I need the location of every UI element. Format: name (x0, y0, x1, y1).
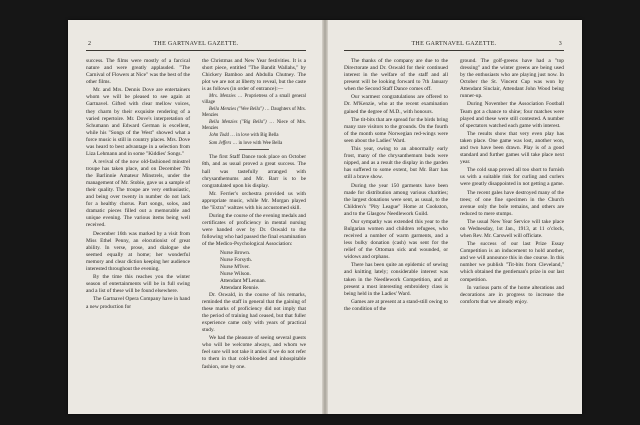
cast-name: Bella Menzies ("Wee Bella") (209, 107, 264, 113)
cast-role: in love with Wee Bella (238, 140, 283, 146)
running-title: THE GARTNAVEL GAZETTE. (153, 41, 239, 47)
paragraph: Our warmest congratulations are offered to Dr. M'Kenzie, who at the recent examination gained the degree of M.D., with honours. (344, 94, 448, 115)
paragraph: The thanks of the company are due to the Directorate and Dr. Oswald for their continued interest in the welfare of the staff and all present will be looking forward to 7th January when the Second Staff Dance comes off. (344, 58, 448, 93)
cast-entry: Bella Menzies ("Big Bella") … Niece of Mrs. Menzies (202, 120, 307, 132)
cast-entry: Mrs. Menzies … Proprietress of a small general village (202, 94, 306, 106)
right-page (326, 20, 582, 414)
paragraph: The results show that very even play has taken place. One game was lost, another won, and two have been drawn. Play is of a good standard and further games will take place next year. (460, 130, 564, 166)
left-page-column-2 (202, 58, 306, 372)
paragraph: Mr. Ferrier's orchestra provided us with appropriate music, while Mr. Morgan played the "Extra" waltzes with his accustomed skill. (202, 190, 306, 211)
nurse-list-item: Attendant M'Lennan. (220, 277, 266, 284)
paragraph: The recent gales have destroyed many of the trees; of one fine specimen in the Church avenue only the bole remains, and others are reduced to mere stumps. (460, 189, 564, 217)
right-page-column-2 (460, 58, 564, 307)
cast-entry: John Todd … in love with Big Bella (209, 133, 279, 139)
paragraph: The tit-bits that are spread for the birds bring many rare visitors to the grounds. On the fourth of the month some Norwegian red-wings were seen about the Ladies' Ward. (344, 116, 449, 144)
paragraph: The cold snap proved all too short to furnish us with a suitable rink for curling and curlers were greatly disappointed in not getting a game. (460, 167, 564, 188)
cast-name: Sam Jeffers (209, 140, 232, 146)
nurse-list-item: Nurse Forsyth. (220, 256, 253, 263)
left-page-column-1 (86, 58, 190, 312)
paragraph: December 16th was marked by a visit from Miss Ethel Penny, an elocutionist of great ability. In verse, prose, and dialogue she seemed equally at home; her wonderful memory and clear diction keeping her audience interested throughout the evening. (86, 230, 190, 272)
running-title: THE GARTNAVEL GAZETTE. (411, 41, 497, 47)
paragraph: A revival of the now old-fashioned minstrel troupe has taken place, and on December 7th the Barlinnie Amateur Minstrels, under the management of Mr. Stobie, gave us a sample of their quality. The troupe are very enthusiastic, and being over twenty in number do not lack for a healthy chorus. Part songs, solos, and dramatic pieces filled out a memorable and unique evening. The various items being well received. (86, 159, 190, 229)
left-page-header (86, 40, 306, 51)
paragraph: There has been quite an epidemic of sewing and knitting lately; considerable interest was taken in the Needlework Competition, and at present a most interesting embroidery class is being held in the Ladies' Ward. (344, 262, 448, 297)
section-divider (239, 149, 269, 150)
paragraph: The first Staff Dance took place on October 8th, and as usual proved a great success. The hall was tastefully arranged with chrysanthemums and Mr. Barr is to be congratulated upon his display. (202, 154, 306, 189)
cast-name: John Todd (209, 133, 229, 139)
paragraph: the Christmas and New Year festivities. It is a short piece, entitled "The Bandit Wallahs," by Chickery Bamboo and Abdulla Chutney. The plot we are not at liberty to reveal, but the caste is as follows (in order of entrance):— (202, 58, 306, 93)
paragraph: During November the Association Football Team got a chance to shine; four matches were played and these were still contested. A number of spectators watched each game with interest. (460, 101, 564, 129)
cast-entry: Sam Jeffers … in love with Wee Bella (209, 140, 283, 146)
cast-entry: Bella Menzies ("Wee Bella") … Daughters of Mrs. Menzies (202, 107, 306, 119)
paragraph: Games are at present at a stand-still owing to the condition of the (344, 298, 449, 312)
page-number: 3 (558, 41, 562, 47)
nurse-list-item: Nurse Brown. (220, 249, 251, 256)
page-number: 2 (88, 41, 92, 47)
paragraph: By the time this reaches you the winter season of entertainments will be in full swing and a list of these will be found elsewhere. (86, 274, 190, 295)
magazine-spread (68, 20, 582, 414)
cast-role: Proprietress of a small general village (202, 94, 306, 106)
paragraph: success. The films were mostly of a farcical nature and were greatly applauded. "The Carnival of Flowers at Nice" was the best of the other films. (86, 58, 190, 86)
cast-name: Mrs. Menzies (209, 94, 236, 100)
left-page (68, 20, 324, 414)
paragraph: Dr. Oswald, in the course of his remarks, reminded the staff in general that the gaining of these marks of proficiency did not imply that the period of training had ceased, but that fuller experience came only with years of practical study. (202, 291, 306, 334)
cast-role: Niece of Mrs. Menzies (202, 120, 307, 132)
right-page-header (344, 40, 564, 51)
paragraph: The Gartnavel Opera Company have in hand a new production for (86, 296, 190, 310)
paragraph: ground. The golf-greens have had a "top dressing" and the winter greens are being used by the enthusiasts who are playing just now. In October the St. Vincent Cup was won by Attendant Sinclair, Attendant John Wood being runner-up. (460, 58, 564, 100)
nurse-list-item: Nurse Wilson. (220, 270, 251, 277)
paragraph: We had the pleasure of seeing several guests who will be welcome always, and whom we feel sure will not take it amiss if we do not refer to them in that cold-blooded and inhospitable fashion, one by one. (202, 335, 306, 370)
paragraph: The usual New Year Service will take place on Wednesday, 1st Jan., 1913, at 11 o'clock, when Rev. Mr. Carswell will officiate. (460, 218, 564, 240)
right-page-column-1 (344, 58, 448, 314)
cast-list (202, 94, 306, 146)
cast-role: in love with Big Bella (236, 133, 279, 139)
nurse-list-item: Nurse M'Iver. (220, 263, 250, 270)
paragraph: During the year 150 garments have been made for distribution among various charities; the largest donations were sent, as usual, to the Children's "Pity League" Home at Cookston, and to the Glasgow Needlework Guild. (344, 182, 448, 217)
paragraph: Our sympathy was extended this year to the Bulgarian women and children refugees, who received a number of warm garments, and a less bulky donation (cash) was sent for the relief of the Ottoman sick and wounded, or widows and orphans. (344, 218, 448, 261)
paragraph: Mr. and Mrs. Dennis Dove are entertainers whom we will be pleased to see again at Gartnavel. Gifted with clear mellow voices, they charm by their exquisite rendering of a varied repertoire. Mr. Dove's interpretation of Schumann and Edward German is excellent, while his "Songs of the West" showed what a force music is still in country places. Mrs. Dove was heard to best advantage in a selection from Liza Lehmann and in some "Kiddies' Songs." (86, 87, 190, 157)
paragraph: This year, owing to an abnormally early frost, many of the chrysanthemum buds were nipped, and as a result the display in the garden has suffered to some extent, but Mr. Barr has still a brave show. (344, 146, 448, 181)
nurse-list-item: Attendant Rennie. (220, 284, 260, 291)
paragraph: The success of our last Prize Essay Competition is an inducement to hold another, and we will announce this in due course. In this number we publish "Tit-bits from Cleveland," which obtained the gentleman's prize in our last competition. (460, 241, 564, 283)
cast-name: Bella Menzies ("Big Bella") (209, 120, 267, 126)
paragraph: During the course of the evening medals and certificates of proficiency in mental nursing were handed over by Dr. Oswald to the following who had passed the final examination of the Medico-Psychological Association: (202, 213, 306, 248)
cast-role: Daughters of Mrs. Menzies (202, 107, 306, 119)
paragraph: In various parts of the home alterations and decorations are in progress to increase the comforts that we already enjoy. (460, 284, 564, 305)
